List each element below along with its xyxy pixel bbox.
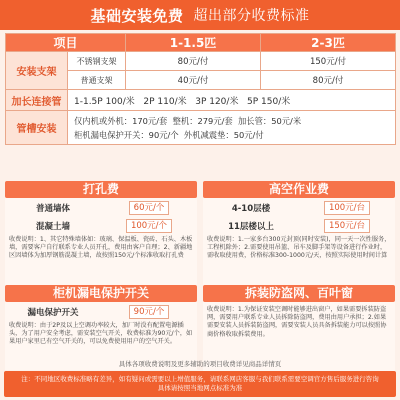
aerial-note: 收费说明：1.一家多台300元封顶(同时安装)，同一天一次性服务，工程机除外；2.需要使用吊篮、吊车及脚手架等设备进行作业时，需收取使用费，价格标准300-1000元/天，按照实际使用时间计算 xyxy=(207,236,391,260)
bracket-name: 不锈钢支架 xyxy=(68,52,126,71)
bracket-price-b: 150元/付 xyxy=(261,52,396,71)
pricing-table xyxy=(5,33,396,145)
pipe-prices xyxy=(68,90,396,111)
bracket-name: 普通支架 xyxy=(68,71,126,90)
aerial-title: 高空作业费 xyxy=(203,181,395,198)
bracket-group-label: 安装支架 xyxy=(6,52,68,90)
trough-price: 外机减震垫：50元/付 xyxy=(183,129,264,140)
aerial-section xyxy=(203,181,395,289)
drill-row-price: 60元/个 xyxy=(129,201,170,215)
bracket-price-a: 40元/付 xyxy=(126,71,261,90)
drill-row xyxy=(5,218,197,234)
trough-price: 仅内机或外机：170元/套 xyxy=(74,115,168,126)
trough-price: 柜机漏电保护开关：90元/个 xyxy=(74,129,179,140)
drill-section xyxy=(5,181,197,289)
aerial-row-price: 150元/台 xyxy=(324,219,370,233)
header-capacity-b: 2-3匹 xyxy=(261,34,396,52)
page-header xyxy=(0,0,400,30)
drill-row-price: 100元/个 xyxy=(126,219,172,233)
trough-label: 管槽安装 xyxy=(6,111,68,145)
breaker-note: 收费说明：由于2P及以上空调功率较大，加厂时没有配置电源插头，为了用户安全考虑，需安装空气开关，收费标准为90元/个，如果用户家里已有空气开关的，可以免费使用用户的空气开关。 xyxy=(9,322,193,346)
drill-row xyxy=(5,200,197,216)
pipe-price: 5P 150/米 xyxy=(247,96,291,107)
aerial-row xyxy=(203,200,395,216)
pipe-label: 加长连接管 xyxy=(6,90,68,111)
pipe-price: 2P 110/米 xyxy=(143,96,187,107)
removal-title: 拆装防盗网、百叶窗 xyxy=(203,285,395,302)
header-free-text: 基础安装免费 xyxy=(90,6,184,25)
breaker-row-label: 漏电保护开关 xyxy=(27,308,79,318)
breaker-title: 柜机漏电保护开关 xyxy=(5,285,197,302)
drill-title: 打孔费 xyxy=(5,181,197,198)
pipe-price: 1-1.5P 100/米 xyxy=(74,96,135,107)
breaker-row-price: 90元/个 xyxy=(129,305,170,319)
footer-local-standard: 具体请按照当地网点标准为准 xyxy=(157,384,243,392)
bracket-price-b: 80元/付 xyxy=(261,71,396,90)
footer-detail-note: 具体各项收费说明及更多辅助的项目收费详见商品详情页 xyxy=(118,360,282,368)
aerial-row-price: 100元/台 xyxy=(324,201,370,215)
drill-row-label: 普通墙体 xyxy=(35,204,70,214)
bracket-price-a: 80元/付 xyxy=(126,52,261,71)
drill-note: 收费说明：1、其它特殊墙体如：玻璃、保温板、瓷砖、石头、木板墙，需要客户自行联系专业人员开孔，费用由客户自理；2、新疆地区因墙体为加厚钢筋混凝土墙，故按照150元/个标准收取打孔费 xyxy=(9,236,193,260)
aerial-row-label: 4-10层楼 xyxy=(231,204,271,214)
trough-price: 加长管：50元/米 xyxy=(238,115,302,126)
header-item: 项目 xyxy=(6,34,126,52)
trough-prices xyxy=(68,111,396,145)
footer-banner xyxy=(4,371,396,397)
aerial-row xyxy=(203,218,395,234)
drill-row-label: 混凝土墙 xyxy=(35,222,70,232)
pipe-price: 3P 120/米 xyxy=(195,96,239,107)
footer-disclaimer: 注：不同地区收费标准略有差异，如有疑问或需要以上增值服务，请联系网店客服与我们联系需要空调官方售后服务进行咨询 xyxy=(21,375,379,383)
header-capacity-a: 1-1.5匹 xyxy=(126,34,261,52)
aerial-row-label: 11层楼以上 xyxy=(228,222,274,232)
trough-price: 整机：279元/套 xyxy=(172,115,233,126)
header-subtitle: 超出部分收费标准 xyxy=(193,8,310,24)
removal-note: 收费说明：1.为保证安装空调时能够进出窗户，如果需要拆装防盗网，需要用户联系专业人员拆除防盗网，费用由用户承担；2.如果需要安装人员拆装防盗网，需要安装人员具备拆装能力可以按照协商价格收取拆装费用。 xyxy=(207,306,387,338)
breaker-row xyxy=(5,304,197,320)
